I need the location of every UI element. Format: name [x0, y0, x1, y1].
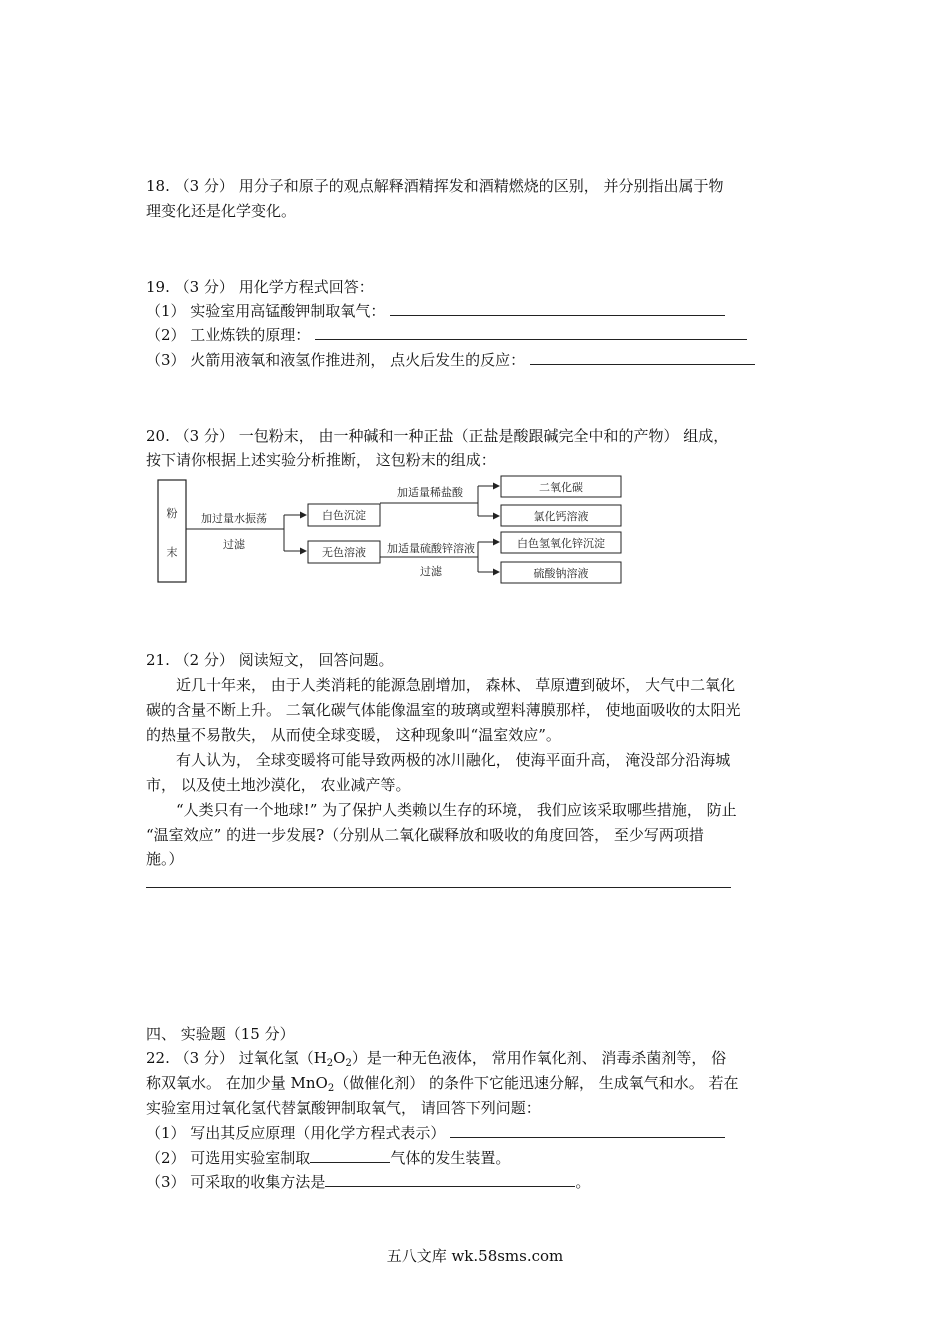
- powder-label-bottom: 末: [166, 546, 178, 559]
- q20-line-1: 20. （3 分） 一包粉末， 由一种碱和一种正盐（正盐是酸跟碱完全中和的产物） 组成，: [146, 427, 729, 445]
- q22-item-3-b: 。: [575, 1173, 591, 1191]
- znso4-label: 加适量硫酸锌溶液: [387, 542, 475, 555]
- q22-item-1: [146, 1123, 725, 1143]
- q19-item-3: [146, 350, 755, 370]
- powder-box: [158, 480, 186, 582]
- q18-line-1: 18. （3 分） 用分子和原子的观点解释酒精挥发和酒精燃烧的区别， 并分别指出属于物: [146, 177, 724, 195]
- answer-blank[interactable]: [450, 1123, 725, 1138]
- acid-label: 加适量稀盐酸: [397, 486, 463, 499]
- white-precipitate-label: 白色沉淀: [322, 509, 366, 522]
- q22-line-1: [146, 1048, 726, 1074]
- q19-item-2-text: （2） 工业炼铁的原理：: [146, 326, 311, 344]
- q21-p3-line-1: “人类只有一个地球!” 为了保护人类赖以生存的环境， 我们应该采取哪些措施， 防止: [176, 801, 737, 819]
- q21-p1-line-2: 碳的含量不断上升。 二氧化碳气体能像温室的玻璃或塑料薄膜那样， 使地面吸收的太阳光: [146, 701, 741, 719]
- q21-p3-line-3: 施。）: [146, 850, 184, 868]
- q22-line-2: [146, 1073, 739, 1099]
- answer-blank[interactable]: [390, 301, 725, 316]
- subscript: 2: [345, 1058, 352, 1069]
- q22-line-1-c: ）是一种无色液体， 常用作氧化剂、 消毒杀菌剂等， 俗: [351, 1049, 727, 1067]
- q22-line-2-a: 称双氧水。 在加少量 MnO: [146, 1074, 328, 1092]
- q20-line-2: 按下请你根据上述实验分析推断， 这包粉末的组成：: [146, 451, 496, 469]
- step1-sublabel: 过滤: [223, 538, 245, 551]
- footer-watermark: 五八文库 wk.58sms.com: [386, 1247, 564, 1265]
- q22-line-1-b: O: [333, 1049, 346, 1067]
- q22-line-1-a: 22. （3 分） 过氧化氢（H: [146, 1049, 327, 1067]
- q19-item-3-text: （3） 火箭用液氧和液氢作推进剂， 点火后发生的反应：: [146, 351, 526, 369]
- answer-blank[interactable]: [530, 350, 755, 365]
- flow-diagram: [156, 472, 626, 588]
- q22-item-3-a: （3） 可采取的收集方法是: [146, 1173, 326, 1191]
- q21-p1-line-1: 近几十年来， 由于人类消耗的能源急剧增加， 森林、 草原遭到破坏， 大气中二氧化: [176, 676, 736, 694]
- q22-item-2-a: （2） 可选用实验室制取: [146, 1149, 311, 1167]
- q18-line-2: 理变化还是化学变化。: [146, 202, 297, 220]
- q21-p3-line-2: “温室效应” 的进一步发展?（分别从二氧化碳释放和吸收的角度回答， 至少写两项措: [146, 826, 704, 844]
- subscript: 2: [327, 1083, 335, 1094]
- q22-line-2-b: （做催化剂） 的条件下它能迅速分解， 生成氧气和水。 若在: [334, 1074, 739, 1092]
- co2-label: 二氧化碳: [539, 481, 583, 494]
- znso4-sublabel: 过滤: [420, 565, 442, 578]
- q21-p1-line-3: 的热量不易散失， 从而使全球变暖， 这种现象叫“温室效应”。: [146, 726, 561, 744]
- answer-blank[interactable]: [315, 325, 747, 340]
- subscript: 2: [326, 1058, 334, 1069]
- cacl2-label: 氯化钙溶液: [533, 510, 589, 523]
- powder-label-top: 粉: [166, 507, 178, 520]
- q19-item-2: [146, 325, 747, 345]
- answer-blank[interactable]: [310, 1148, 390, 1163]
- section-4-title: 四、 实验题（15 分）: [146, 1025, 295, 1043]
- colorless-solution-label: 无色溶液: [322, 546, 366, 559]
- q19-title: 19. （3 分） 用化学方程式回答：: [146, 278, 374, 296]
- na2so4-label: 硫酸钠溶液: [533, 567, 589, 580]
- q21-p2-line-2: 市， 以及使土地沙漠化， 农业减产等。: [146, 776, 411, 794]
- q22-item-1-text: （1） 写出其反应原理（用化学方程式表示）: [146, 1124, 446, 1142]
- q21-title: 21. （2 分） 阅读短文， 回答问题。: [146, 651, 394, 669]
- step1-label: 加过量水振荡: [201, 512, 267, 525]
- q22-item-3: [146, 1172, 590, 1192]
- zn-hydroxide-label: 白色氢氧化锌沉淀: [517, 537, 605, 550]
- q22-item-2: [146, 1148, 510, 1168]
- q19-item-1: [146, 301, 725, 321]
- q22-line-3: 实验室用过氧化氢代替氯酸钾制取氧气， 请回答下列问题：: [146, 1099, 541, 1117]
- q21-p2-line-1: 有人认为， 全球变暖将可能导致两极的冰川融化， 使海平面升高， 淹没部分沿海城: [176, 751, 731, 769]
- answer-blank[interactable]: [325, 1172, 575, 1187]
- q19-item-1-text: （1） 实验室用高锰酸钾制取氧气：: [146, 302, 386, 320]
- answer-line[interactable]: [146, 887, 731, 888]
- q22-item-2-b: 气体的发生装置。: [390, 1149, 511, 1167]
